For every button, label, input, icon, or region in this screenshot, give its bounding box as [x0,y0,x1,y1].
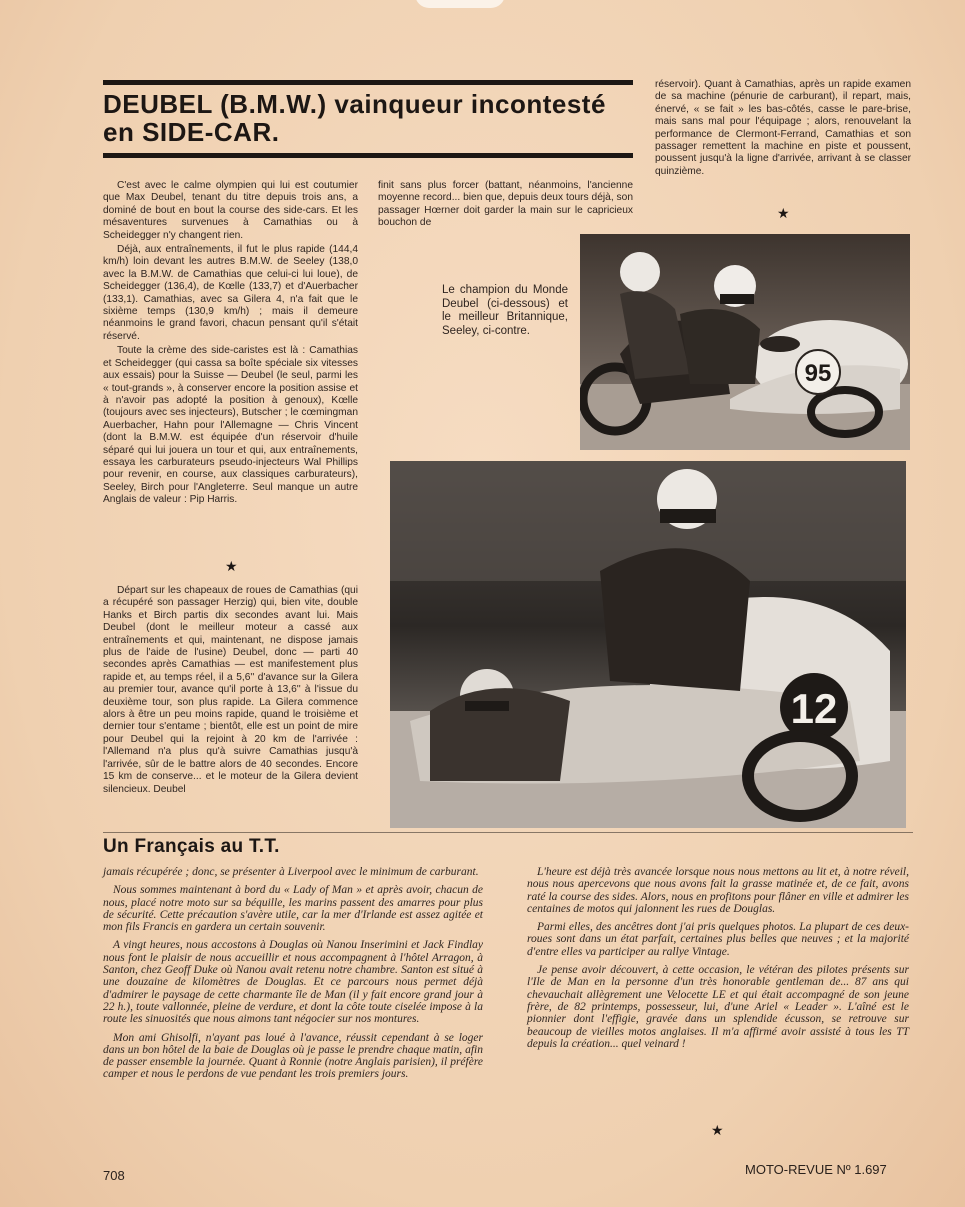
headline: DEUBEL (B.M.W.) vainqueur incontesté en SIDE-CAR. [103,89,606,147]
paragraph: Je pense avoir découvert, à cette occasion, le vétéran des pilotes présents sur l'Ile de Man en la personne d'un très honorable gentleman de... 87 ans qui chevauchait allègrement une Velocette LE et qui était accompagné de son jeune frère, de 82 printemps, possesseur, lui, d'une Ariel « Leader ». L'aîné est le pionnier dont l'effigie, gravée dans un splendide écusson, se retrouve sur beaucoup de vieilles motos anglaises. Il m'a affirmé avoir assisté à tous les TT depuis la création... quel veinard ! [527,964,909,1050]
article-column-3 [655,79,911,180]
paper-tab [415,0,505,8]
lower-right-column [527,866,909,1056]
photo-seeley-sidecar [580,234,910,450]
subhead-rule [103,832,913,833]
paragraph: Parmi elles, des ancêtres dont j'ai pris quelques photos. La plupart de ces deux-roues sont dans un état parfait, certaines plus belles que neuves ; et la majorité d'entre elles va participer au rallye Vintage. [527,921,909,958]
paragraph: Départ sur les chapeaux de roues de Camathias (qui a récupéré son passager Herzig) qui, bien vite, double Hanks et Birch partis dix secondes avant lui. Mais Deubel (dont le meilleur moteur a cassé aux entraînements et qui, maintenant, ne dispose jamais plus de l'aide de l'usine) Deubel, donc — parti 40 secondes après Camathias — est manifestement plus rapide et, au temps réel, il a 5,6'' d'avance sur la Gilera au premier tour, avance qu'il porte à 13,6'' à l'issue du deuxième tour, son plus rapide. La Gilera commence alors à être un peu moins rapide, quand le troisième et dernier tour s'entame ; bientôt, elle est un point de mire pour Deubel qui la rejoint à 20 km de l'arrivée : l'Allemand n'a plus qu'à suivre Camathias jusqu'à l'arrivée, sûr de le battre alors de 40 secondes. Encore 15 km de conserve... et le moteur de la Gilera devient silencieux. Deubel [103,585,358,795]
paragraph: réservoir). Quant à Camathias, après un rapide examen de sa machine (pénurie de carburant), il repart, mais, énervé, « se fait » les bas-côtés, casse le pare-brise, mais sans mal pour l'équipage ; alors, renouvelant la performance de Clermont-Ferrand, Camathias et son passager remettent la machine en piste et poussent, poussent jusqu'à la ligne d'arrivée, arrivant à se classer quinzième. [655,79,911,177]
lower-left-column [103,866,483,1087]
racing-number-12: 12 [790,685,838,732]
paragraph: Mon ami Ghisolfi, n'ayant pas loué à l'avance, réussit cependant à se loger dans un bon hôtel de la baie de Douglas où je passe le prendre chaque matin, afin de passer ensemble la journée. Quant à Ronnie (notre Anglais parisien), il préfère camper et nous le perdons de vue pendant les trois premiers jours. [103,1031,483,1081]
article-column-1-continued [103,585,358,798]
page-number: 708 [103,1168,125,1183]
paragraph: C'est avec le calme olympien qui lui est coutumier que Max Deubel, tenant du titre depuis trois ans, a dominé de bout en bout la course des side-cars. Et les mésaventures survenues à Camathias ou à Scheidegger n'y changent rien. [103,180,358,241]
paragraph: finit sans plus forcer (battant, néanmoins, l'ancienne moyenne record... bien que, depuis deux tours déjà, son passager Hœrner doit garder la main sur le capricieux bouchon de [378,180,633,229]
paragraph: L'heure est déjà très avancée lorsque nous nous mettons au lit et, à notre réveil, nous nous apercevons que nous avons fait la grasse matinée et, de ce fait, avons raté la course des sides. Alors, nous en profitons pour flâner en ville et admirer les centaines de motos qui jalonnent les rues de Douglas. [527,866,909,915]
paragraph: Toute la crème des side-caristes est là : Camathias et Scheidegger (qui cassa sa boîte spéciale six vitesses aux essais) pour la Suisse — Deubel (le seul, parmi les « tout-grands », à conserver encore la position assise et à n'avoir pas adopté la position à genoux), Kœlle (toujours avec ses injecteurs), Butscher ; le cœmingman Auerbacher, Hahn pour l'Allemagne — Chris Vincent (dont la B.M.W. est équipée d'un réservoir d'huile séparé qui lui jouera un tour et qui, aux entraînements, essaya les carburateurs pseudo-injecteurs Wal Phillips pour revenir, en course, aux classiques carburateurs), Seeley, Birch pour l'Angleterre. Seul manque un autre Anglais de valeur : Pip Harris. [103,345,358,506]
section-star: ★ [711,1122,724,1138]
headline-bottom-rule [103,153,633,158]
article-column-1 [103,180,358,509]
paragraph: jamais récupérée ; donc, se présenter à Liverpool avec le minimum de carburant. [103,866,479,878]
racing-number-95: 95 [804,360,832,387]
article-column-2 [378,180,633,232]
photo-caption: Le champion du Monde Deubel (ci-dessous) et le meilleur Britannique, Seeley, ci-contre. [442,284,568,337]
paragraph: A vingt heures, nous accostons à Douglas où Nanou Inserimini et Jack Findlay nous font le plaisir de nous accueillir et nous accompagnent à l'hôtel Arragon, à Santon, chez Geoff Duke où Nanou avait retenu notre chambre. Santon est situé à une douzaine de kilomètres de Douglas. Et ce parcours nous permet déjà d'admirer le paysage de cette charmante île de Man (il y fait encore grand jour à 22 h.), toute vallonnée, pleine de verdure, et dont la côte toute ciselée impose à la route les sinuosités que nous aimons tant négocier sur nos montures. [103,939,483,1026]
magazine-name: MOTO-REVUE Nº 1.697 [745,1162,887,1177]
section-star: ★ [225,558,238,574]
paragraph: Déjà, aux entraînements, il fut le plus rapide (144,4 km/h) loin devant les autres B.M.W. de Seeley (138,0 avec la B.M.W. de Camathias que celui-ci lui loue), de Scheidegger (136,4), de Kœlle (133,7) et d'Auerbacher (133,1). Camathias, avec sa Gilera 4, n'a fait que le sixième temps (130,9 km/h) ; mais il demeure néanmoins le grand favori, chacun pensant qu'il s'était réservé. [103,244,358,342]
section-heading: Un Français au T.T. [103,836,280,857]
photo-deubel-sidecar [390,461,906,828]
section-star: ★ [777,205,790,221]
headline-top-rule [103,80,633,85]
paragraph: Nous sommes maintenant à bord du « Lady of Man » et après avoir, chacun de nous, placé notre moto sur sa béquille, les marins passent des amarres pour plus de sécurité. Cette précaution s'avère utile, car la mer d'Irlande est assez agitée et mon fils Francis en gardera un certain souvenir. [103,884,483,934]
